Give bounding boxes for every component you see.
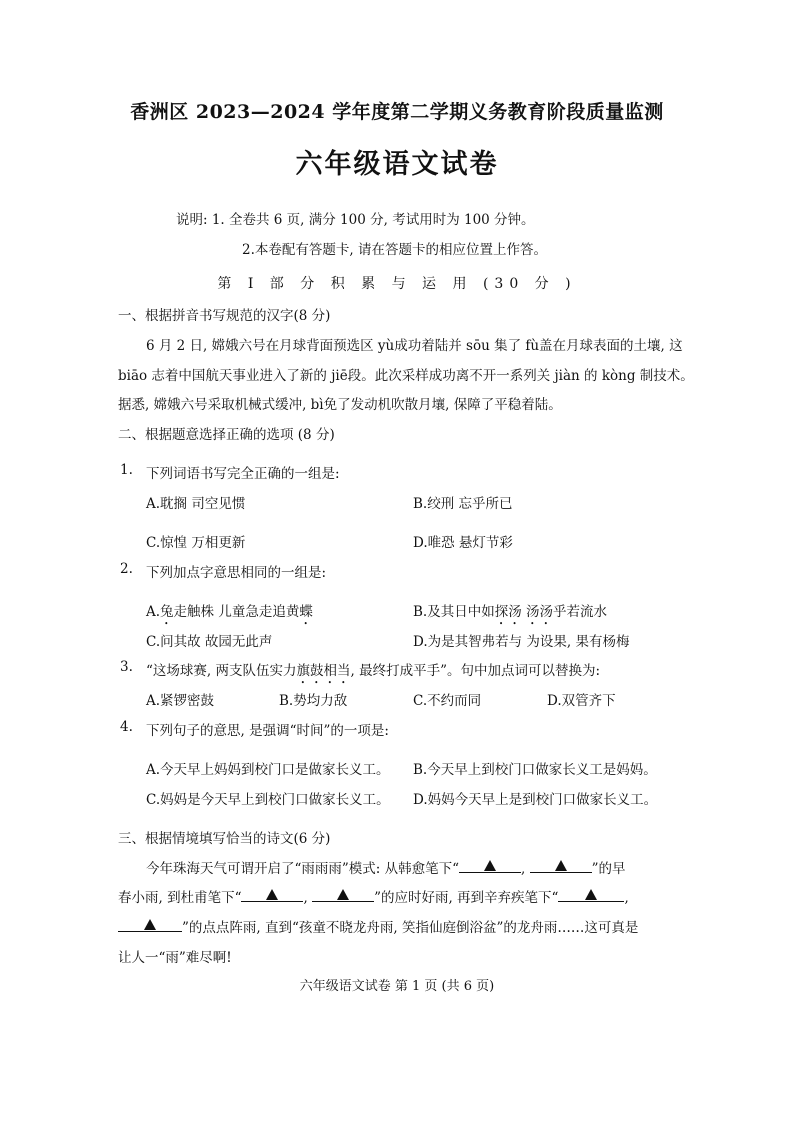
q4-option-d: D.妈妈今天早上是到校门口做家长义工。: [413, 792, 658, 808]
section-3-title: 三、根据情境填写恰当的诗文(6 分): [118, 831, 331, 847]
q2-number: 2.: [120, 561, 133, 577]
q3-option-c: C.不约而同: [413, 693, 482, 709]
instructions-line-1: 说明: 1. 全卷共 6 页, 满分 100 分, 考试用时为 100 分钟。: [176, 212, 535, 228]
section-1-para-line-3: 据悉, 嫦娥六号采取机械式缓冲, bì免了发动机吹散月壤, 保障了平稳着陆。: [118, 397, 562, 413]
exam-subtitle: 六年级语文试卷: [295, 149, 499, 180]
answer-blank[interactable]: [118, 916, 182, 932]
q1-number: 1.: [120, 462, 133, 478]
q1-option-c: C.惊惶 万相更新: [146, 535, 246, 551]
triangle-icon: [337, 889, 349, 900]
answer-blank[interactable]: [530, 857, 592, 873]
section-1-title: 一、根据拼音书写规范的汉字(8 分): [118, 308, 331, 324]
q4-option-b: B.今天早上到校门口做家长义工是妈妈。: [413, 762, 657, 778]
section-1-para-line-2: biāo 志着中国航天事业进入了新的 jiē段。此次采样成功离不开一系列关 jiàn 的 kòng 制技术。: [118, 368, 694, 384]
section-3-line-1: 今年珠海天气可谓开启了“雨雨雨”模式: 从韩愈笔下“ , ”的早: [146, 857, 626, 877]
q1-stem: 下列词语书写完全正确的一组是:: [146, 466, 340, 482]
q2-option-a: A.兔走触株 儿童急走追黄蝶: [146, 604, 313, 620]
q2-a-dotted-1: 兔: [160, 604, 174, 620]
section-3-line-4: 让人一“雨”难尽啊!: [118, 950, 232, 966]
q1-option-a: A.耽搁 司空见惯: [146, 496, 246, 512]
q2-option-b: B.及其日中如探汤 汤汤乎若流水: [413, 604, 608, 620]
q3-option-d: D.双管齐下: [547, 693, 616, 709]
q4-stem: 下列句子的意思, 是强调“时间”的一项是:: [146, 723, 389, 739]
q2-b-dotted-2: 汤汤: [526, 604, 554, 620]
triangle-icon: [555, 860, 567, 871]
q3-number: 3.: [120, 659, 133, 675]
q4-number: 4.: [120, 719, 133, 735]
q1-option-b: B.绞刑 忘乎所已: [413, 496, 513, 512]
q4-option-a: A.今天早上妈妈到校门口是做家长义工。: [146, 762, 390, 778]
section-3-line-2: 春小雨, 到杜甫笔下“ , ”的应时好雨, 再到辛弃疾笔下“ ,: [118, 886, 629, 906]
triangle-icon: [266, 889, 278, 900]
q2-stem: 下列加点字意思相同的一组是:: [146, 565, 327, 581]
answer-blank[interactable]: [459, 857, 521, 873]
exam-title: 香洲区 2023—2024 学年度第二学期义务教育阶段质量监测: [130, 101, 664, 123]
q2-option-c: C.问其故 故园无此声: [146, 634, 273, 650]
section-2-title: 二、根据题意选择正确的选项 (8 分): [118, 427, 335, 443]
q3-dotted-phrase: 旗鼓相当: [296, 663, 351, 679]
triangle-icon: [585, 889, 597, 900]
q2-option-d: D.为是其智弗若与 为设果, 果有杨梅: [413, 634, 630, 650]
page-footer: 六年级语文试卷 第 1 页 (共 6 页): [299, 979, 495, 994]
triangle-icon: [144, 919, 156, 930]
instructions-line-2: 2.本卷配有答题卡, 请在答题卡的相应位置上作答。: [242, 242, 547, 258]
q1-option-d: D.唯恐 悬灯节彩: [413, 535, 513, 551]
answer-blank[interactable]: [558, 886, 624, 902]
q2-a-dotted-2: 蝶: [299, 604, 313, 620]
answer-blank[interactable]: [241, 886, 303, 902]
answer-blank[interactable]: [312, 886, 374, 902]
triangle-icon: [484, 860, 496, 871]
part-heading: 第 I 部 分 积 累 与 运 用 (30 分 ): [217, 276, 577, 292]
q3-stem: “这场球赛, 两支队伍实力旗鼓相当, 最终打成平手”。句中加点词可以替换为:: [146, 663, 601, 679]
section-1-para-line-1: 6 月 2 日, 嫦娥六号在月球背面预选区 yù成功着陆并 sōu 集了 fù盖在月球表面的土壤, 这: [146, 338, 683, 354]
section-3-line-3: ”的点点阵雨, 直到“孩童不晓龙舟雨, 笑指仙庭倒浴盆”的龙舟雨……这可真是: [118, 916, 638, 936]
q3-option-b: B.势均力敌: [279, 693, 348, 709]
q3-option-a: A.紧锣密鼓: [146, 693, 215, 709]
q4-option-c: C.妈妈是今天早上到校门口做家长义工。: [146, 792, 390, 808]
q2-b-dotted-1: 探汤: [494, 604, 522, 620]
